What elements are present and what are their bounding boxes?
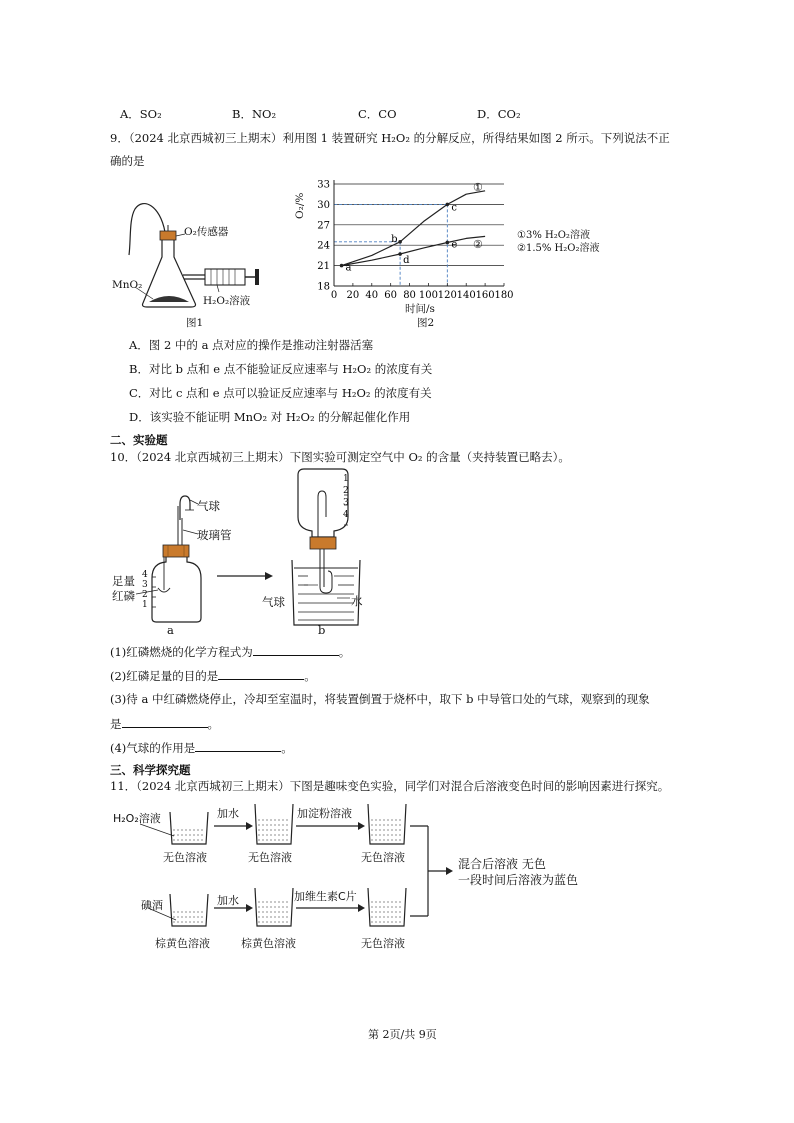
scale-b-4: 4 <box>343 510 349 520</box>
y-tick-label: 18 <box>317 281 330 293</box>
chart-ylabel: O₂/% <box>294 192 306 219</box>
mno2-powder <box>149 296 189 302</box>
answer-blank-1[interactable] <box>253 643 339 656</box>
chart-xlabel: 时间/s <box>405 303 435 315</box>
row1-caption-3: 无色溶液 <box>361 851 405 864</box>
q9-option-c: C．对比 c 点和 e 点可以验证反应速率与 H₂O₂ 的浓度有关 <box>129 386 432 400</box>
point-a <box>340 264 344 268</box>
legend-entry-1: ①3% H₂O₂溶液 <box>517 230 590 241</box>
beaker-row2-3 <box>368 888 406 926</box>
x-tick-label: 160 <box>475 290 495 301</box>
q10-item-4: (4)气球的作用是 。 <box>110 741 293 755</box>
row2-caption-1: 棕黄色溶液 <box>155 937 210 950</box>
q9-option-b: B．对比 b 点和 e 点不能验证反应速率与 H₂O₂ 的浓度有关 <box>129 362 433 376</box>
scale-b-1: 1 <box>343 474 349 484</box>
h2o2-solution-start: H₂O₂溶液 <box>113 812 161 825</box>
x-tick-label: 120 <box>437 290 457 301</box>
point-b <box>398 240 402 244</box>
balloon-label-a: 气球 <box>197 499 220 513</box>
bottle-b <box>298 469 348 537</box>
x-tick-label: 80 <box>403 290 416 301</box>
x-tick-label: 100 <box>418 290 438 301</box>
q9-option-a: A．图 2 中的 a 点对应的操作是推动注射器活塞 <box>129 338 374 352</box>
point-label-c: c <box>451 202 457 214</box>
process-arrow <box>215 570 275 582</box>
q10-item-2: (2)红磷足量的目的是 。 <box>110 669 316 683</box>
y-tick-label: 27 <box>317 220 330 232</box>
scale-a-3: 3 <box>142 580 148 590</box>
q10-item-1: (1)红磷燃烧的化学方程式为 。 <box>110 645 351 659</box>
point-label-a: a <box>345 262 352 274</box>
point-label-b: b <box>391 233 398 245</box>
balloon-b <box>320 571 332 593</box>
q8-option-d: D．CO₂ <box>477 107 521 121</box>
syringe-plunger <box>255 269 259 285</box>
point-label-d: d <box>403 255 410 267</box>
x-tick-label: 20 <box>346 290 360 301</box>
scale-b-3: 3 <box>343 498 349 508</box>
row2-caption-3: 无色溶液 <box>361 937 405 950</box>
figure2-caption: 图2 <box>417 317 435 329</box>
series-line-2 <box>342 233 486 265</box>
stopper-b <box>310 537 336 549</box>
h2o2-solution-label: H₂O₂溶液 <box>203 295 251 307</box>
flask-stopper <box>160 231 176 240</box>
q10-apparatus-a <box>108 470 218 635</box>
section-2-heading: 二、实验题 <box>110 433 168 447</box>
q8-option-a: A．SO₂ <box>120 107 162 121</box>
beaker-row2-1 <box>170 894 208 926</box>
scale-a-1: 1 <box>142 600 148 610</box>
q10-stem: 10．（2024 北京西城初三上期末）下图实验可测定空气中 O₂ 的含量（夹持装置已略去）。 <box>110 450 570 464</box>
q8-option-b: B．NO₂ <box>232 107 277 121</box>
scale-b-2: 2 <box>343 486 349 496</box>
iodine-tincture-start: 碘酒 <box>141 899 163 912</box>
answer-blank-4[interactable] <box>195 739 281 752</box>
x-tick-label: 140 <box>456 290 476 301</box>
q11-stem: 11．（2024 北京西城初三上期末）下图是趣味变色实验，同学们对混合后溶液变色时间的影响因素进行探究。 <box>110 779 670 793</box>
balloon-a <box>180 496 190 520</box>
answer-blank-3[interactable] <box>122 715 208 728</box>
y-tick-label: 33 <box>317 179 330 191</box>
water-label: 水 <box>351 594 363 608</box>
page-footer: 第 2页/共 9页 <box>368 1028 437 1041</box>
glass-tube-label: 玻璃管 <box>197 528 232 542</box>
x-tick-label: 180 <box>494 290 514 301</box>
row1-caption-2: 无色溶液 <box>248 851 292 864</box>
point-c <box>446 203 450 207</box>
row2-caption-2: 棕黄色溶液 <box>241 937 296 950</box>
q10-item-3-cont: 是 。 <box>110 717 219 731</box>
y-tick-label: 24 <box>317 240 330 252</box>
curve-marker-2: ② <box>473 238 483 251</box>
scale-a-4: 4 <box>142 570 148 580</box>
legend-entry-2: ②1.5% H₂O₂溶液 <box>517 243 600 254</box>
x-tick-label: 40 <box>365 290 379 301</box>
beaker-row1-2 <box>255 804 293 844</box>
beaker-row1-3 <box>368 804 406 844</box>
red-phosphorus-label-2: 红磷 <box>112 589 135 603</box>
row1-caption-1: 无色溶液 <box>163 851 207 864</box>
scale-a-2: 2 <box>142 590 148 600</box>
q9-figure1 <box>105 195 275 330</box>
beaker-row2-2 <box>255 888 293 926</box>
q11-result-2: 一段时间后溶液为蓝色 <box>458 873 579 887</box>
figure1-caption: 图1 <box>186 317 204 329</box>
point-label-e: e <box>451 239 458 251</box>
row2-step-add-vitamin-c: 加维生素C片 <box>294 890 357 903</box>
q8-option-c: C．CO <box>358 107 397 121</box>
answer-blank-2[interactable] <box>218 667 304 680</box>
y-tick-label: 21 <box>317 261 330 273</box>
q10-apparatus-b <box>282 465 382 635</box>
mno2-label: MnO₂ <box>112 279 143 291</box>
row2-step-add-water: 加水 <box>217 894 239 907</box>
y-tick-label: 30 <box>317 199 330 211</box>
x-tick-label: 0 <box>330 290 338 301</box>
row1-step-add-water: 加水 <box>217 807 239 820</box>
q9-stem-line2: 确的是 <box>110 154 145 168</box>
q9-stem-line1: 9．（2024 北京西城初三上期末）利用图 1 装置研究 H₂O₂ 的分解反应，所得结果如图 2 所示。下列说法不正 <box>110 131 670 145</box>
q10-item-3: (3)待 a 中红磷燃烧停止，冷却至室温时，将装置倒置于烧杯中，取下 b 中导管口处的气球，观察到的现象 <box>110 692 650 706</box>
x-tick-label: 60 <box>384 290 398 301</box>
stopper-a <box>163 545 189 557</box>
section-3-heading: 三、科学探究题 <box>110 763 191 777</box>
series-line-1 <box>342 191 486 266</box>
row1-step-add-starch: 加淀粉溶液 <box>297 807 352 820</box>
point-e <box>446 241 450 245</box>
q9-option-d: D．该实验不能证明 MnO₂ 对 H₂O₂ 的分解起催化作用 <box>129 410 411 424</box>
point-d <box>398 252 402 256</box>
apparatus-b-caption: b <box>318 623 326 637</box>
o2-sensor-label: O₂传感器 <box>184 226 229 238</box>
apparatus-a-caption: a <box>167 623 174 637</box>
beaker-row1-1 <box>170 812 208 844</box>
red-phosphorus-label-1: 足量 <box>112 574 135 588</box>
q11-result-1: 混合后溶液 无色 <box>458 857 546 871</box>
curve-marker-1: ① <box>473 181 483 194</box>
balloon-label-b: 气球 <box>262 595 285 609</box>
